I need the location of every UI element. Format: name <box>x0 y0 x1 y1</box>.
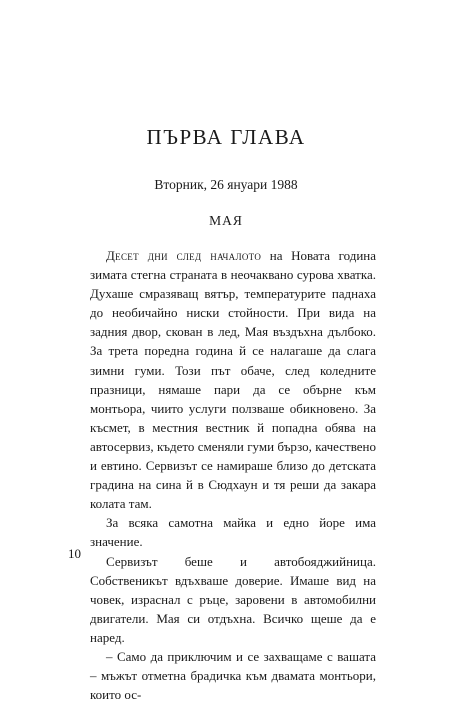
paragraph-lead-in: Десет дни след началото <box>106 248 262 263</box>
paragraph-text: За всяка самотна майка и едно йоре има значение. <box>90 515 376 550</box>
page-number: 10 <box>68 546 81 561</box>
paragraph-text: Сервизът беше и автобояджийница. Собственикът вдъхваше доверие. Имаше вид на човек, израснал с ръце, заровени в автомобилни двигатели. Мая си отдъхна. Всичко щеше да е наред. <box>90 553 376 645</box>
paragraph-text: на Новата година зимата стегна страната в неочаквано сурова хватка. Духаше смразяващ вятър, температурите паднаха до необичайно ниски стойности. При вида на задния двор, скован в лед, Мая въздъхна дълбоко. За трета поредна година й се налагаше да слага зимни гуми. Този път обаче, след коледните празници, нямаше пари да се обърне към монтьора, чиито услуги ползваше обикновено. За късмет, в местния вестник й попадна обява на автосервиз, където сменяли гуми бързо, качествено и евтино. Сервизът се намираше близо до детската градина на сина й в Сюдхаун и тя реши да закара колата там. <box>90 248 377 512</box>
paragraph <box>90 513 376 551</box>
section-heading: МАЯ <box>209 213 243 228</box>
paragraph <box>90 552 376 647</box>
body-text <box>90 246 376 704</box>
paragraph-text: – Само да приключим и се захващаме с вашата – мъжът отметна брадичка към двамата монтьори, които ос- <box>90 648 376 703</box>
chapter-dateline: Вторник, 26 януари 1988 <box>154 177 298 192</box>
chapter-title: ПЪРВА ГЛАВА <box>146 125 306 149</box>
paragraph <box>90 647 376 704</box>
paragraph <box>90 246 376 513</box>
